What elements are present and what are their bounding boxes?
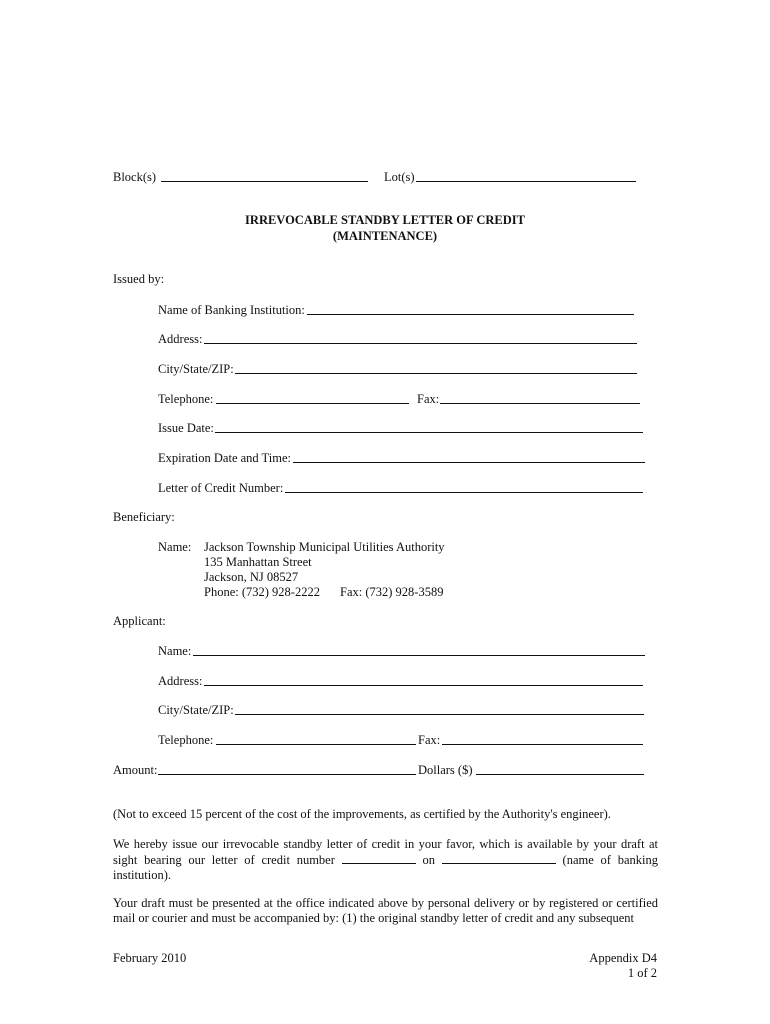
issuer-address-field[interactable] — [204, 343, 637, 344]
beneficiary-street: 135 Manhattan Street — [204, 555, 312, 569]
beneficiary-heading: Beneficiary: — [113, 510, 175, 524]
applicant-city-label: City/State/ZIP: — [158, 703, 234, 717]
applicant-fax-field[interactable] — [442, 744, 643, 745]
lots-label: Lot(s) — [384, 170, 415, 184]
loc-number-field[interactable] — [285, 492, 643, 493]
loc-number-blank[interactable] — [342, 852, 416, 864]
beneficiary-phone: Phone: (732) 928-2222 — [204, 585, 320, 599]
applicant-name-field[interactable] — [193, 655, 645, 656]
beneficiary-name: Jackson Township Municipal Utilities Authority — [204, 540, 445, 554]
issuer-telephone-field[interactable] — [216, 403, 409, 404]
credit-paragraph-part-1: We hereby issue our irrevocable standby letter of credit in your favor, which is available by your draft at sight bearing our letter of credit number — [113, 837, 658, 867]
document-title: IRREVOCABLE STANDBY LETTER OF CREDIT — [245, 213, 525, 227]
blocks-label: Block(s) — [113, 170, 157, 184]
expiration-field[interactable] — [293, 462, 645, 463]
credit-paragraph-part-2: on — [415, 853, 442, 867]
applicant-address-label: Address: — [158, 674, 203, 688]
draft-paragraph: Your draft must be presented at the office indicated above by personal delivery or by registered or certified mail or courier and must be accompanied by: (1) the original standby letter of credit and any subsequent — [113, 896, 658, 925]
footer-date: February 2010 — [113, 951, 187, 965]
page-number: 1 of 2 — [627, 966, 657, 980]
blocks-field[interactable] — [161, 181, 368, 182]
beneficiary-name-label: Name: — [158, 540, 192, 554]
issuer-telephone-label: Telephone: — [158, 392, 214, 406]
applicant-telephone-label: Telephone: — [158, 733, 214, 747]
loc-number-label: Letter of Credit Number: — [158, 481, 284, 495]
applicant-address-field[interactable] — [204, 685, 643, 686]
issuer-city-field[interactable] — [235, 373, 637, 374]
expiration-label: Expiration Date and Time: — [158, 451, 291, 465]
issue-date-label: Issue Date: — [158, 421, 214, 435]
lots-field[interactable] — [416, 181, 636, 182]
date-blank[interactable] — [442, 852, 556, 864]
applicant-city-field[interactable] — [235, 714, 644, 715]
applicant-telephone-field[interactable] — [216, 744, 416, 745]
issue-date-field[interactable] — [215, 432, 643, 433]
applicant-heading: Applicant: — [113, 614, 166, 628]
beneficiary-fax: Fax: (732) 928-3589 — [340, 585, 444, 599]
issuer-city-label: City/State/ZIP: — [158, 362, 234, 376]
bank-name-label: Name of Banking Institution: — [158, 303, 305, 317]
issuer-fax-label: Fax: — [417, 392, 440, 406]
issuer-fax-field[interactable] — [440, 403, 640, 404]
footer-appendix: Appendix D4 — [589, 951, 657, 965]
issued-by-heading: Issued by: — [113, 272, 165, 286]
document-subtitle: (MAINTENANCE) — [332, 229, 438, 243]
amount-note: (Not to exceed 15 percent of the cost of the improvements, as certified by the Authority's engineer). — [113, 807, 611, 821]
applicant-fax-label: Fax: — [418, 733, 441, 747]
dollars-label: Dollars ($) — [418, 763, 473, 777]
bank-name-field[interactable] — [307, 314, 634, 315]
issuer-address-label: Address: — [158, 332, 203, 346]
amount-label: Amount: — [113, 763, 158, 777]
credit-paragraph — [113, 837, 658, 883]
applicant-name-label: Name: — [158, 644, 192, 658]
dollars-field[interactable] — [476, 774, 644, 775]
beneficiary-city: Jackson, NJ 08527 — [204, 570, 299, 584]
amount-words-field[interactable] — [158, 774, 416, 775]
credit-paragraph-part-3: (name of banking institution). — [113, 853, 659, 882]
